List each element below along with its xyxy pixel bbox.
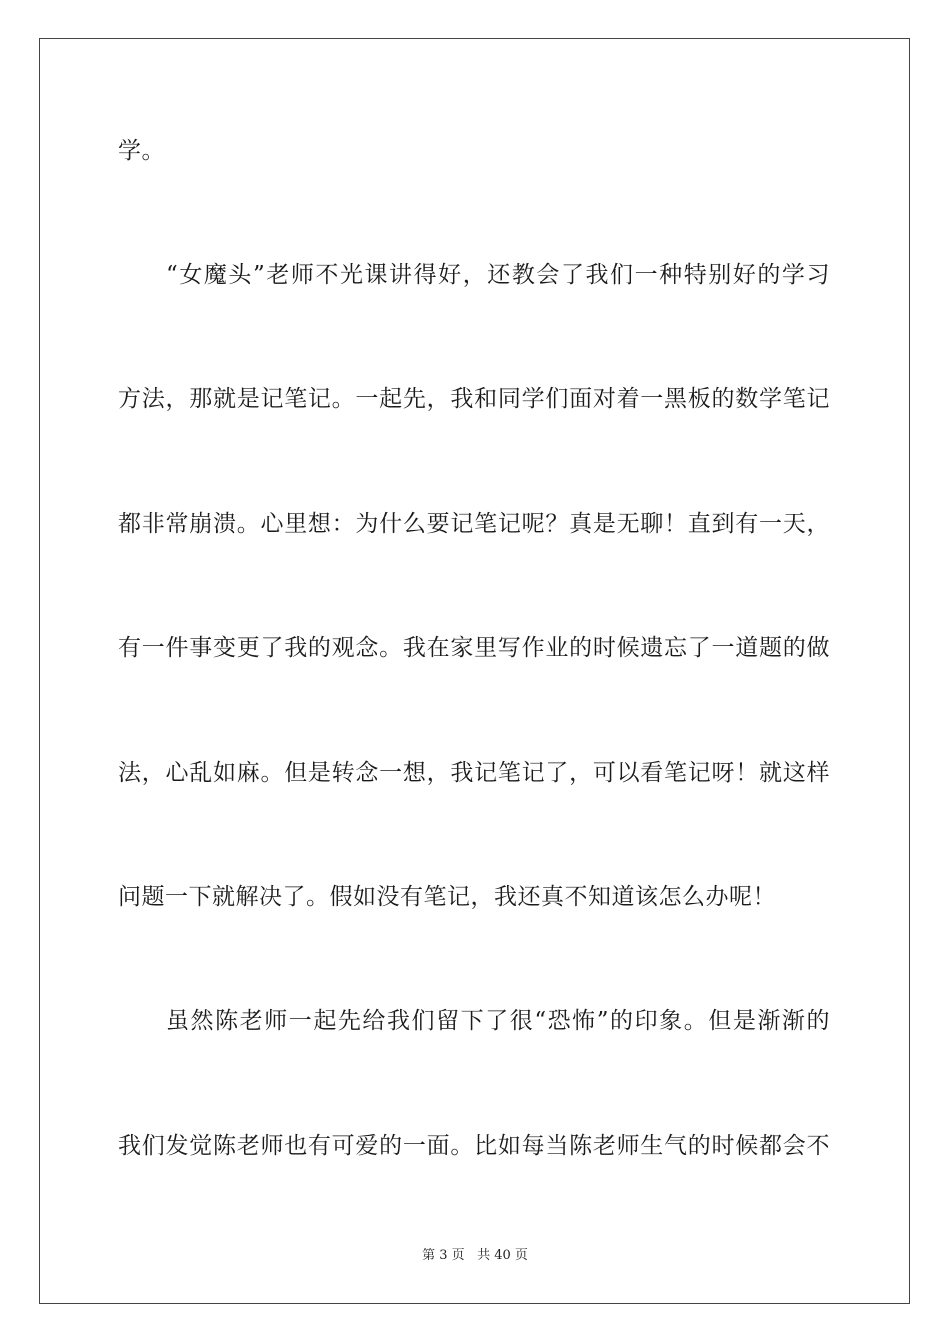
paragraph-line: 我们发觉陈老师也有可爱的一面。比如每当陈老师生气的时候都会不 xyxy=(118,1133,830,1159)
paragraph-line: 虽然陈老师一起先给我们留下了很“恐怖”的印象。但是渐渐的 xyxy=(166,1008,830,1034)
paragraph-line: 学。 xyxy=(118,138,165,164)
page-footer xyxy=(0,1248,950,1264)
paragraph-line: 都非常崩溃。心里想：为什么要记笔记呢？真是无聊！直到有一天， xyxy=(118,511,830,537)
paragraph-line: 方法，那就是记笔记。一起先，我和同学们面对着一黑板的数学笔记 xyxy=(118,386,830,412)
paragraph-line: “女魔头”老师不光课讲得好，还教会了我们一种特别好的学习 xyxy=(166,262,830,288)
paragraph-line: 问题一下就解决了。假如没有笔记，我还真不知道该怎么办呢！ xyxy=(118,884,776,910)
paragraph-line: 法，心乱如麻。但是转念一想，我记笔记了，可以看笔记呀！就这样 xyxy=(118,760,830,786)
paragraph-line: 有一件事变更了我的观念。我在家里写作业的时候遗忘了一道题的做 xyxy=(118,635,830,661)
page-border xyxy=(39,38,910,1304)
page-total: 共 40 页 xyxy=(477,1248,528,1263)
page-number: 第 3 页 xyxy=(422,1248,465,1263)
